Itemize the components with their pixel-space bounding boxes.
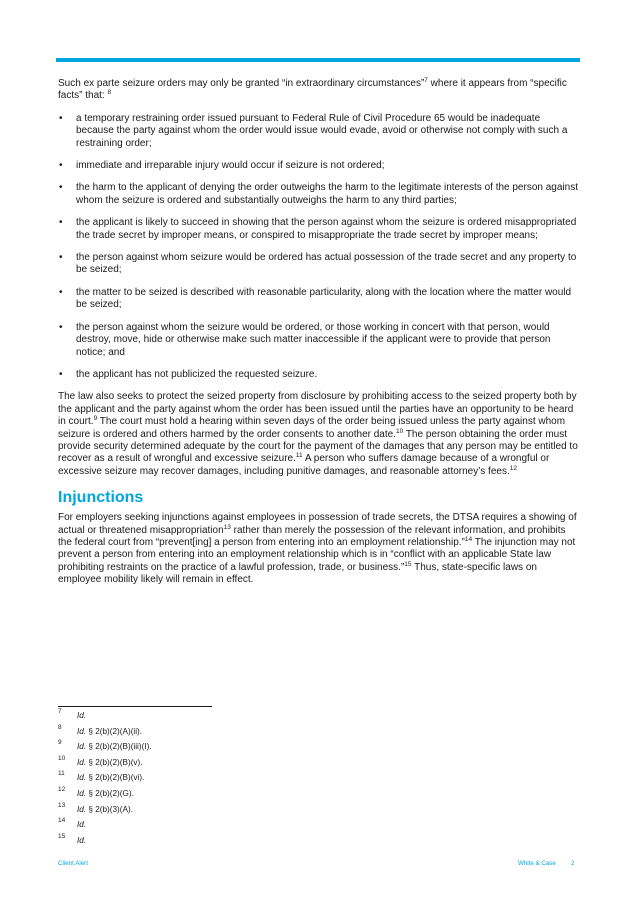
footnote-number: 11 <box>58 770 65 778</box>
paragraph-text: The law also seeks to protect the seized property from disclosure by prohibiting access to the seized property both by the applicant and the party against whom the order has been issued until the parties have an opportunity to be heard in court. <box>58 391 577 428</box>
footnotes-list <box>58 708 358 851</box>
bullet-icon: • <box>59 252 63 264</box>
list-item-text: the harm to the applicant of denying the order outweighs the harm to the legitimate interests of the person against whom the seizure is ordered and substantially outweighs the harm to any third parties; <box>76 182 578 206</box>
footnote-ref-12[interactable]: 12 <box>509 464 517 472</box>
seizure-conditions-list <box>58 113 580 382</box>
intro-text-1: Such ex parte seizure orders may only be granted “in extraordinary circumstances” <box>58 78 425 89</box>
list-item-text: the applicant has not publicized the requested seizure. <box>76 368 318 380</box>
footnote-citation: § 2(b)(3)(A). <box>86 804 133 814</box>
list-item <box>58 252 580 277</box>
bullet-icon: • <box>59 112 63 124</box>
footnote-text <box>77 789 134 798</box>
paragraph-text: Thus, state-specific laws on employee mobility likely will remain in effect. <box>58 561 537 586</box>
footnote-citation: § 2(b)(2)(B)(iii)(I). <box>86 742 152 752</box>
footnote-number: 15 <box>58 832 66 840</box>
footnote-ref-14[interactable]: 14 <box>464 535 473 543</box>
paragraph-text: For employers seeking injunctions against employees in possession of trade secrets, the DTSA requires a showing of actual or threatened misappropriation <box>58 512 577 536</box>
footnote-item <box>58 708 358 727</box>
intro-paragraph <box>58 78 580 103</box>
bullet-icon: • <box>59 160 63 172</box>
footnote-ref-7[interactable]: 7 <box>424 77 428 84</box>
list-item <box>58 182 580 207</box>
footnote-ref-8[interactable]: 8 <box>107 89 112 97</box>
footnote-ref-13[interactable]: 13 <box>223 523 231 531</box>
bullet-icon: • <box>59 286 63 298</box>
footnote-id: Id. <box>77 757 87 767</box>
list-item <box>58 287 580 312</box>
footnote-number: 8 <box>58 723 62 731</box>
injunctions-paragraph <box>58 512 580 586</box>
list-item <box>58 217 580 242</box>
footnote-item <box>58 785 358 805</box>
footnote-text <box>77 836 86 845</box>
footnote-ref-15[interactable]: 15 <box>404 560 412 568</box>
seizure-protection-paragraph <box>58 391 580 478</box>
header-rule <box>56 58 580 62</box>
footer-firm-name: White & Case <box>518 860 556 867</box>
paragraph-text: rather than merely the possession of the relevant information, and prohibits the federal court from “prevent[ing] a person from entering into an employment relationship.” <box>58 524 566 548</box>
list-item <box>58 160 580 172</box>
footnote-item <box>58 739 358 758</box>
bullet-icon: • <box>59 368 63 380</box>
footnote-item <box>58 770 358 789</box>
footnote-ref-10[interactable]: 10 <box>395 427 404 435</box>
list-item <box>58 113 580 150</box>
footnote-item <box>58 832 358 852</box>
footnote-citation: § 2(b)(2)(G). <box>86 788 134 798</box>
bullet-icon: • <box>59 217 63 229</box>
bullet-icon: • <box>59 182 63 194</box>
footnote-item <box>58 801 358 821</box>
footnote-separator <box>58 706 212 707</box>
footnote-citation: § 2(b)(2)(B)(v). <box>86 757 143 767</box>
bullet-icon: • <box>59 321 63 333</box>
footnote-number: 10 <box>58 754 66 762</box>
paragraph-text: The injunction may not prevent a person from entering into an employment relationship which is in “conflict with an applicable State law prohibiting restraints on the practice of a lawful profession, trade, or business.” <box>58 536 576 573</box>
footnote-item <box>58 754 358 774</box>
footnote-ref-11[interactable]: 11 <box>295 452 303 460</box>
footnote-citation: § 2(b)(2)(A)(ii). <box>86 726 143 736</box>
list-item-text: a temporary restraining order issued pursuant to Federal Rule of Civil Procedure 65 would be inadequate because the party against whom the order would issue would evade, avoid or otherwise not comply with such a restraining order; <box>76 112 568 149</box>
footnote-ref-9[interactable]: 9 <box>93 415 98 423</box>
section-heading-injunctions: Injunctions <box>58 489 144 507</box>
document-body <box>58 78 580 597</box>
footnote-text <box>77 805 133 814</box>
paragraph-text: The person obtaining the order must provide security determined adequate by the court for the payment of the damages that any person may be entitled to recover as a result of wrongful and excessive seizure. <box>58 428 578 465</box>
footnote-number: 9 <box>58 739 62 747</box>
footnote-text <box>77 758 143 767</box>
footnote-text <box>77 727 142 736</box>
page-number: 2 <box>571 860 575 867</box>
list-item <box>58 369 580 381</box>
footnote-number: 12 <box>58 785 66 793</box>
list-item-text: the person against whom seizure would be ordered has actual possession of the trade secret and any property to be seized; <box>76 252 577 276</box>
footnote-citation: § 2(b)(2)(B)(vi). <box>86 773 145 783</box>
footnote-id: Id. <box>77 711 87 720</box>
intro-text-2: where it appears from “specific facts” that: <box>58 78 567 102</box>
list-item-text: immediate and irreparable injury would occur if seizure is not ordered; <box>76 160 385 172</box>
footnote-item <box>58 817 358 836</box>
paragraph-text: The court must hold a hearing within seven days of the order being issued unless the party against whom seizure is ordered and others harmed by the order consents to another date. <box>58 416 566 440</box>
footnote-text <box>77 773 144 782</box>
footnote-id: Id. <box>77 804 87 814</box>
list-item-text: the applicant is likely to succeed in showing that the person against whom the seizure is ordered misappropriated the trade secret by improper means, or conspired to misappropriate the trade secret by improper means; <box>76 217 577 241</box>
footnote-text <box>77 820 86 829</box>
footnote-id: Id. <box>77 835 87 845</box>
list-item <box>58 322 580 359</box>
footer-document-type: Client Alert <box>58 860 88 867</box>
footnote-id: Id. <box>77 788 87 798</box>
footnote-text <box>77 711 86 720</box>
list-item-text: the matter to be seized is described with reasonable particularity, along with the location where the matter would be seized; <box>76 286 572 311</box>
footnote-id: Id. <box>77 820 87 830</box>
footnote-number: 14 <box>58 817 66 825</box>
paragraph-text: A person who suffers damage because of a wrongful or excessive seizure may recover damages, including punitive damages, and reasonable attorney’s fees. <box>58 453 550 477</box>
footnote-text <box>77 742 152 751</box>
footnote-id: Id. <box>77 726 87 736</box>
footnote-id: Id. <box>77 742 87 752</box>
list-item-text: the person against whom the seizure would be ordered, or those working in concert with that person, would destroy, move, hide or otherwise make such matter inaccessible if the applicant were to provide that person notice; and <box>76 321 551 358</box>
footnote-number: 13 <box>58 801 66 809</box>
footnote-number: 7 <box>58 708 62 715</box>
footnote-id: Id. <box>77 773 87 783</box>
footnote-item <box>58 723 358 743</box>
